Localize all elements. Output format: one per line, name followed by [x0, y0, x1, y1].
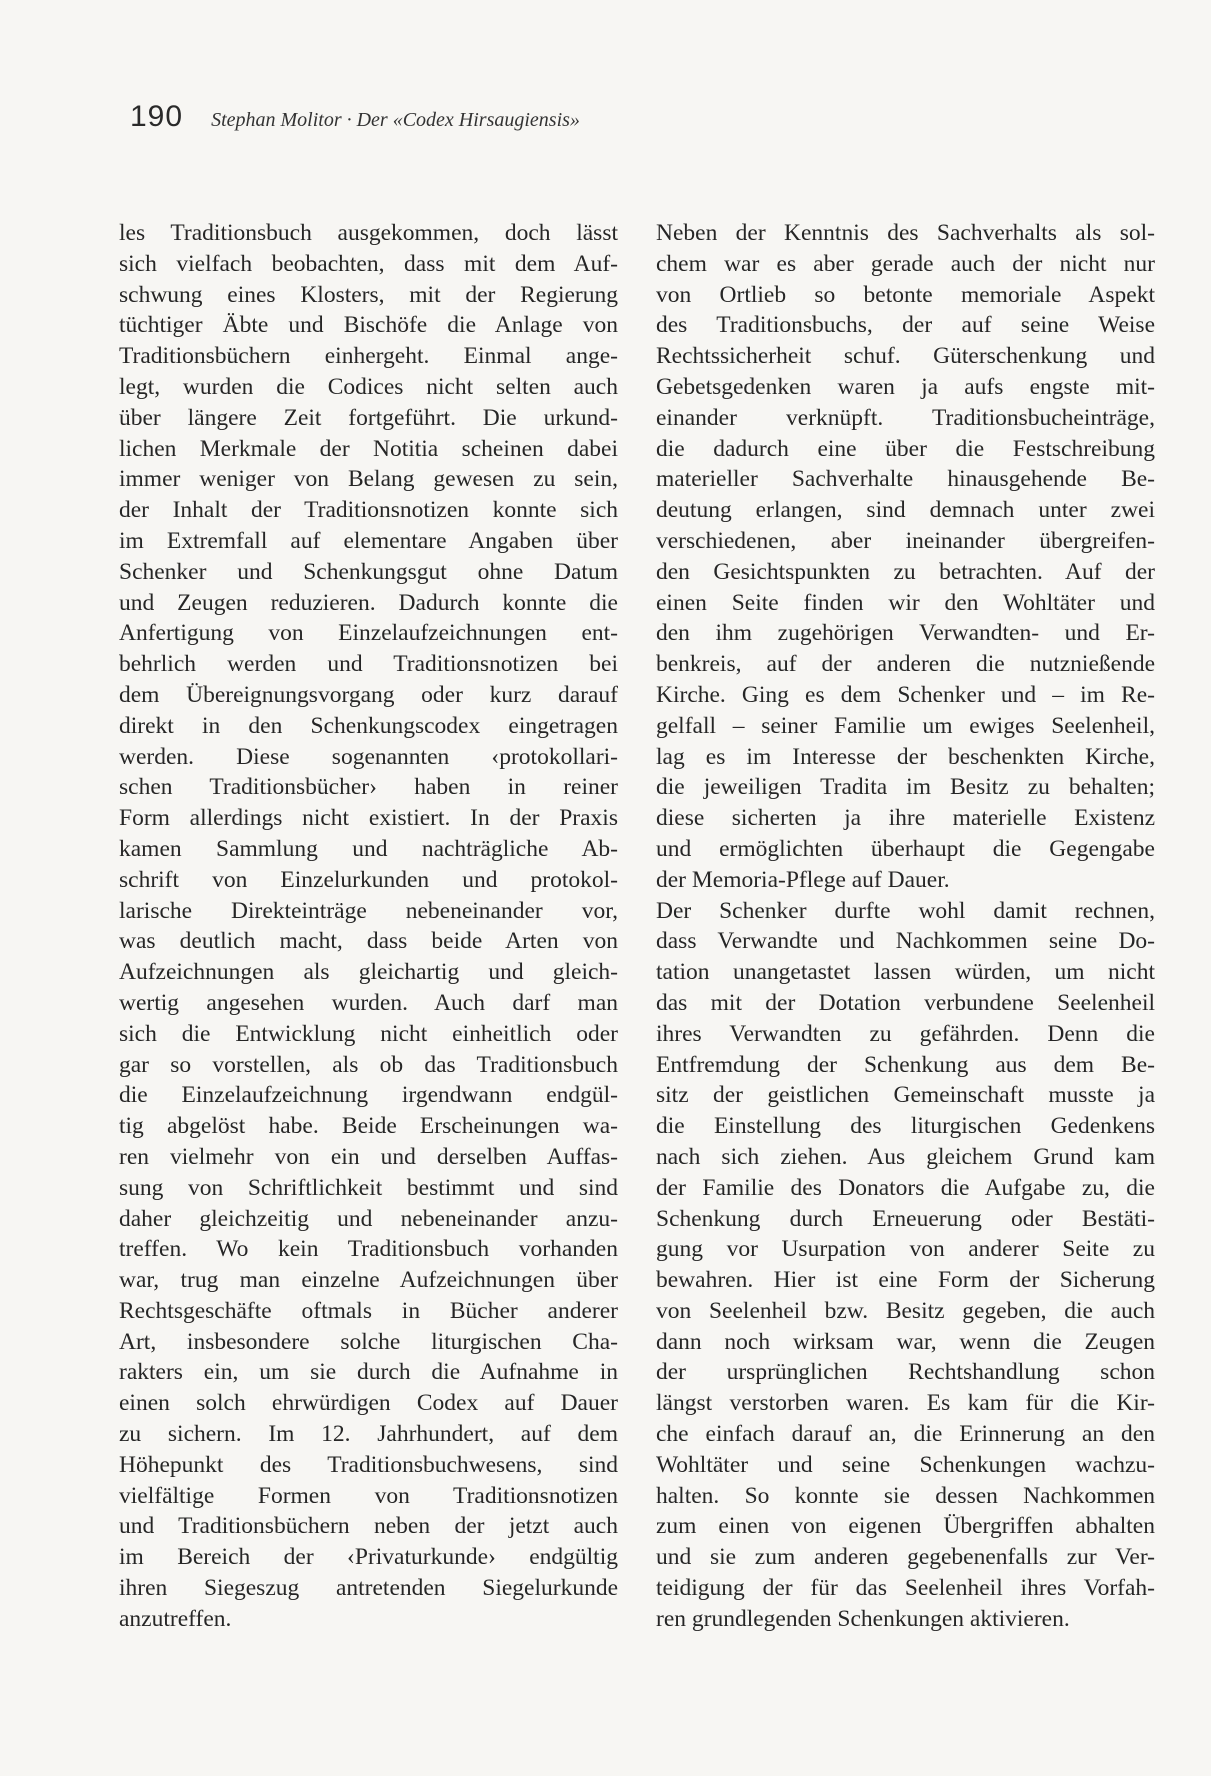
text-line: direkt in den Schenkungscodex eingetragen — [119, 712, 618, 739]
text-line: Entfremdung der Schenkung aus dem Be- — [656, 1051, 1155, 1078]
text-line: diese sicherten ja ihre materielle Existenz — [656, 805, 1155, 832]
text-line: rakters ein, um sie durch die Aufnahme in — [119, 1359, 618, 1386]
text-line: sich vielfach beobachten, dass mit dem Auf- — [119, 250, 618, 277]
text-line: die dadurch eine über die Festschreibung — [656, 435, 1155, 462]
text-line: les Traditionsbuch ausgekommen, doch lässt — [119, 220, 618, 246]
text-line: schwung eines Klosters, mit der Regierung — [119, 281, 618, 308]
text-line: den ihm zugehörigen Verwandten- und Er- — [656, 620, 1155, 647]
running-header — [130, 100, 580, 144]
text-line: treffen. Wo kein Traditionsbuch vorhanden — [119, 1236, 618, 1263]
text-line: dann noch wirksam war, wenn die Zeugen — [656, 1328, 1155, 1355]
text-line: das mit der Dotation verbundene Seelenheil — [656, 989, 1155, 1016]
text-line: von Ortlieb so betonte memoriale Aspekt — [656, 281, 1155, 308]
text-line: Form allerdings nicht existiert. In der Praxis — [119, 805, 618, 832]
right-text-column — [656, 218, 1155, 1635]
text-line: und Zeugen reduzieren. Dadurch konnte die — [119, 589, 618, 616]
text-line: war, trug man einzelne Aufzeichnungen über — [119, 1267, 618, 1294]
text-line: tation unangetastet lassen würden, um nicht — [656, 959, 1155, 986]
text-line: anzutreffen. — [119, 1605, 232, 1632]
text-line: legt, wurden die Codices nicht selten auch — [119, 373, 618, 400]
text-line: vielfältige Formen von Traditionsnotizen — [119, 1482, 618, 1509]
text-line: kamen Sammlung und nachträgliche Ab- — [119, 835, 618, 862]
text-line: lag es im Interesse der beschenkten Kirche, — [656, 743, 1155, 770]
page-number: 190 — [130, 100, 184, 133]
text-line: zu sichern. Im 12. Jahrhundert, auf dem — [119, 1421, 618, 1448]
text-line: deutung erlangen, sind demnach unter zwei — [656, 497, 1155, 524]
text-line: daher gleichzeitig und nebeneinander anzu- — [119, 1205, 618, 1232]
text-line: Neben der Kenntnis des Sachverhalts als sol- — [656, 220, 1155, 246]
text-line: gar so vorstellen, als ob das Traditionsbuch — [119, 1051, 618, 1078]
text-line: sitz der geistlichen Gemeinschaft musste ja — [656, 1082, 1155, 1109]
text-line: tig abgelöst habe. Beide Erscheinungen wa- — [119, 1113, 618, 1140]
text-line: einen solch ehrwürdigen Codex auf Dauer — [119, 1390, 618, 1417]
text-line: werden. Diese sogenannten ‹protokollari- — [119, 743, 618, 770]
text-line: die Einzelaufzeichnung irgendwann endgül- — [119, 1082, 618, 1109]
text-line: benkreis, auf der anderen die nutznießende — [656, 651, 1155, 678]
text-line: nach sich ziehen. Aus gleichem Grund kam — [656, 1143, 1155, 1170]
text-line: der Memoria-Pflege auf Dauer. — [656, 866, 950, 893]
text-line: im Extremfall auf elementare Angaben über — [119, 527, 618, 554]
text-line: über längere Zeit fortgeführt. Die urkund- — [119, 404, 618, 431]
text-line: Schenker und Schenkungsgut ohne Datum — [119, 558, 618, 585]
text-line: Schenkung durch Erneuerung oder Bestäti- — [656, 1205, 1155, 1232]
text-line: che einfach darauf an, die Erinnerung an den — [656, 1421, 1155, 1448]
text-line: Rechtssicherheit schuf. Güterschenkung und — [656, 343, 1155, 370]
text-line: sich die Entwicklung nicht einheitlich oder — [119, 1020, 618, 1047]
text-line: längst verstorben waren. Es kam für die Kir- — [656, 1390, 1155, 1417]
text-line: gung vor Usurpation von anderer Seite zu — [656, 1236, 1155, 1263]
text-line: einander verknüpft. Traditionsbucheinträge, — [656, 404, 1155, 431]
text-line: Gebetsgedenken waren ja aufs engste mit- — [656, 373, 1155, 400]
text-line: Der Schenker durfte wohl damit rechnen, — [656, 897, 1155, 924]
text-line: und sie zum anderen gegebenenfalls zur Ver- — [656, 1544, 1155, 1571]
text-line: Wohltäter und seine Schenkungen wachzu- — [656, 1451, 1155, 1478]
text-line: dem Übereignungsvorgang oder kurz darauf — [119, 681, 618, 708]
text-line: lichen Merkmale der Notitia scheinen dabei — [119, 435, 618, 462]
text-line: tüchtiger Äbte und Bischöfe die Anlage von — [119, 312, 618, 339]
text-line: Anfertigung von Einzelaufzeichnungen ent- — [119, 620, 618, 647]
text-line: den Gesichtspunkten zu betrachten. Auf der — [656, 558, 1155, 585]
text-line: wertig angesehen wurden. Auch darf man — [119, 989, 618, 1016]
text-line: des Traditionsbuchs, der auf seine Weise — [656, 312, 1155, 339]
text-line: zum einen von eigenen Übergriffen abhalten — [656, 1513, 1155, 1540]
text-line: von Seelenheil bzw. Besitz gegeben, die auch — [656, 1297, 1155, 1324]
text-line: Art, insbesondere solche liturgischen Cha- — [119, 1328, 618, 1355]
text-line: Rechtsgeschäfte oftmals in Bücher anderer — [119, 1297, 618, 1324]
running-head-title: Stephan Molitor · Der «Codex Hirsaugiensis» — [211, 109, 580, 131]
text-line: ihren Siegeszug antretenden Siegelurkunde — [119, 1575, 618, 1602]
text-line: ren grundlegenden Schenkungen aktivieren. — [656, 1605, 1070, 1632]
text-line: im Bereich der ‹Privaturkunde› endgültig — [119, 1544, 618, 1571]
text-line: sung von Schriftlichkeit bestimmt und sind — [119, 1174, 618, 1201]
left-text-column — [119, 218, 618, 1635]
text-line: ren vielmehr von ein und derselben Auffas- — [119, 1143, 618, 1170]
text-line: und Traditionsbüchern neben der jetzt auch — [119, 1513, 618, 1540]
text-line: larische Direkteinträge nebeneinander vor, — [119, 897, 618, 924]
text-line: materieller Sachverhalte hinausgehende Be- — [656, 466, 1155, 493]
text-line: Höhepunkt des Traditionsbuchwesens, sind — [119, 1451, 618, 1478]
text-line: und ermöglichten überhaupt die Gegengabe — [656, 835, 1155, 862]
text-line: schen Traditionsbücher› haben in reiner — [119, 774, 618, 801]
text-line: der Inhalt der Traditionsnotizen konnte sich — [119, 497, 618, 524]
text-line: einen Seite finden wir den Wohltäter und — [656, 589, 1155, 616]
text-line: der Familie des Donators die Aufgabe zu, die — [656, 1174, 1155, 1201]
text-line: die jeweiligen Tradita im Besitz zu behalten; — [656, 774, 1155, 801]
text-line: teidigung der für das Seelenheil ihres Vorfah- — [656, 1575, 1155, 1602]
text-line: verschiedenen, aber ineinander übergreifen- — [656, 527, 1155, 554]
text-line: bewahren. Hier ist eine Form der Sicherung — [656, 1267, 1155, 1294]
text-line: chem war es aber gerade auch der nicht nur — [656, 250, 1155, 277]
text-line: schrift von Einzelurkunden und protokol- — [119, 866, 618, 893]
text-line: immer weniger von Belang gewesen zu sein, — [119, 466, 618, 493]
text-line: Kirche. Ging es dem Schenker und – im Re- — [656, 681, 1155, 708]
text-line: Traditionsbüchern einhergeht. Einmal ange- — [119, 343, 618, 370]
text-line: der ursprünglichen Rechtshandlung schon — [656, 1359, 1155, 1386]
text-line: gelfall – seiner Familie um ewiges Seelenheil, — [656, 712, 1155, 739]
text-line: ihres Verwandten zu gefährden. Denn die — [656, 1020, 1155, 1047]
text-line: Aufzeichnungen als gleichartig und gleich- — [119, 959, 618, 986]
text-line: die Einstellung des liturgischen Gedenkens — [656, 1113, 1155, 1140]
text-line: halten. So konnte sie dessen Nachkommen — [656, 1482, 1155, 1509]
text-line: behrlich werden und Traditionsnotizen bei — [119, 651, 618, 678]
text-line: dass Verwandte und Nachkommen seine Do- — [656, 928, 1155, 955]
text-line: was deutlich macht, dass beide Arten von — [119, 928, 618, 955]
